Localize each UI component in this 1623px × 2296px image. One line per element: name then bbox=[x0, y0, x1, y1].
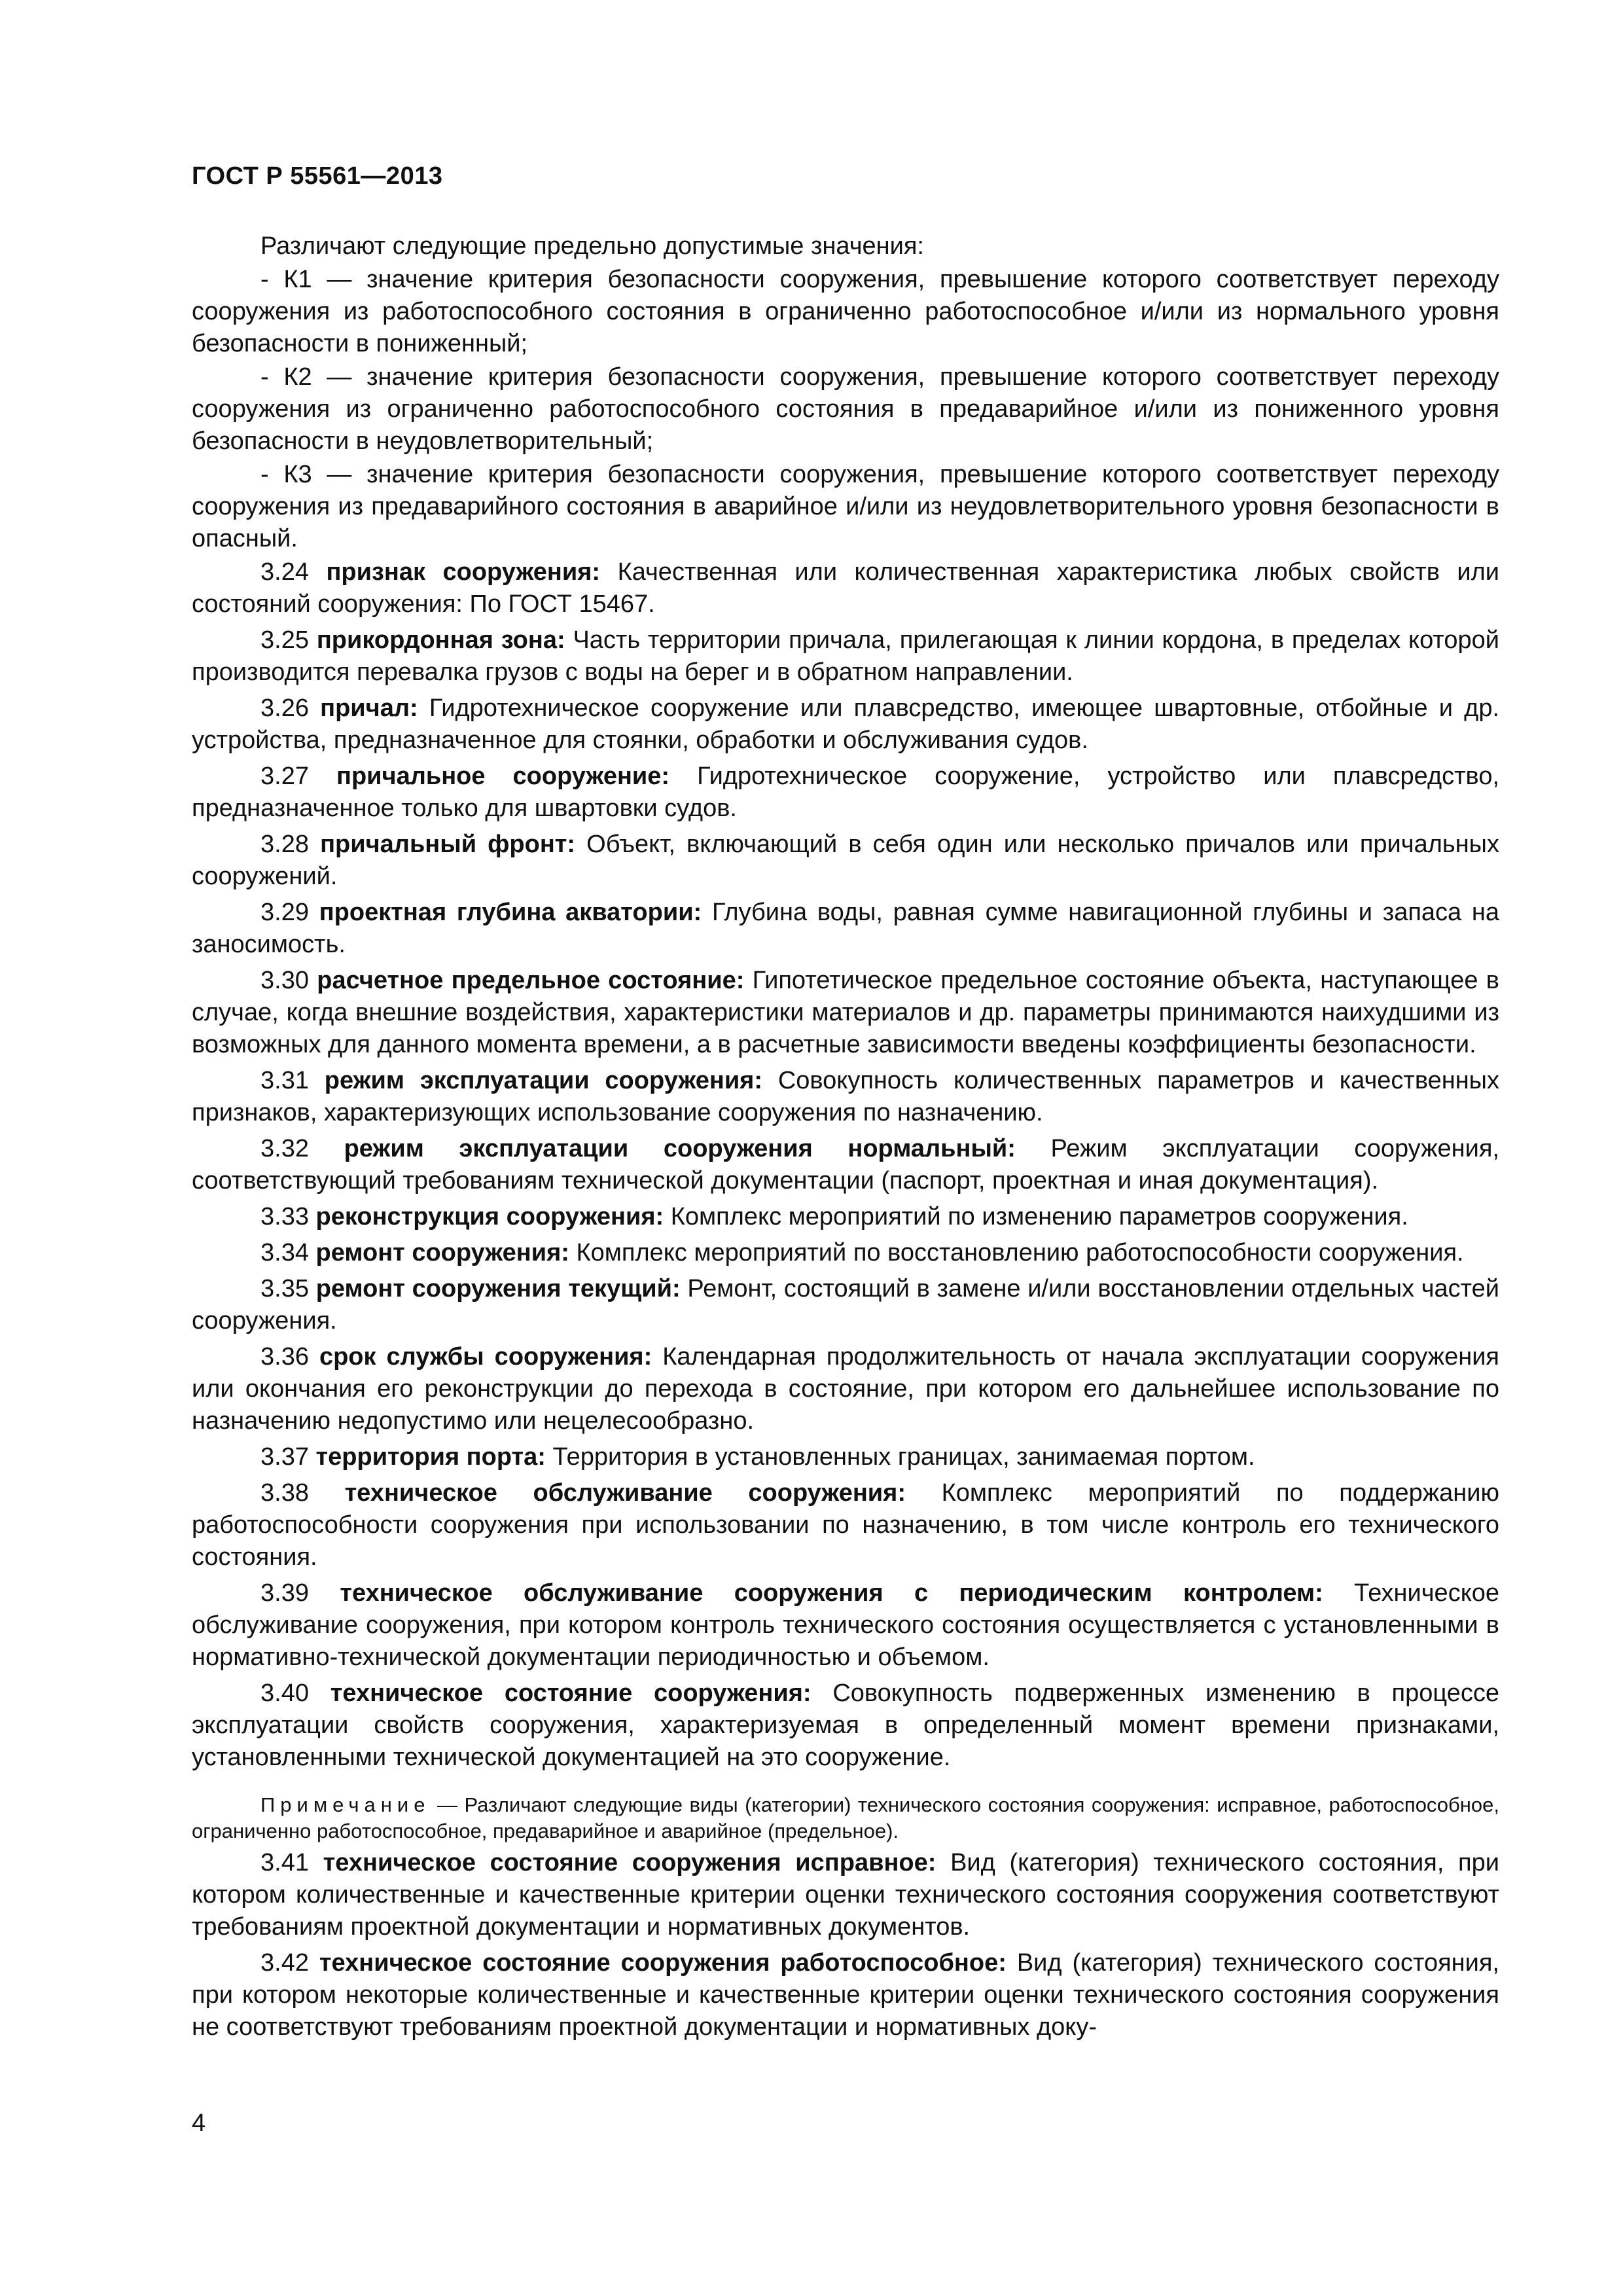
intro-paragraph: Различают следующие предельно допустимые значения: bbox=[260, 232, 924, 260]
definition-text: Территория в установленных границах, занимаемая портом. bbox=[552, 1443, 1255, 1471]
definition-number: 3.37 bbox=[260, 1443, 309, 1471]
definition-number: 3.41 bbox=[260, 1849, 309, 1876]
definition-3-25 bbox=[192, 624, 1499, 689]
definition-term: причал: bbox=[320, 694, 418, 722]
definition-term: признак сооружения: bbox=[326, 558, 601, 586]
definition-text: Комплекс мероприятий по восстановлению работоспособности сооружения. bbox=[576, 1239, 1464, 1266]
definition-number: 3.36 bbox=[260, 1343, 309, 1371]
definition-number: 3.31 bbox=[260, 1067, 309, 1094]
definition-text: Комплекс мероприятий по изменению параметров сооружения. bbox=[670, 1203, 1408, 1230]
definition-term: причальный фронт: bbox=[320, 831, 576, 858]
definition-3-26 bbox=[192, 692, 1499, 757]
definition-text: Гипотетическое предельное состояние объекта, наступающее в случае, когда внешние воздействия, характеристики материалов и др. параметры принимаются наихудшими из возможных для данного момента времени, а в расчетные зависимости введены коэффициенты безопасности. bbox=[192, 967, 1499, 1058]
definition-text: Комплекс мероприятий по поддержанию работоспособности сооружения при использовании по назначению, в том числе контроль его технического состояния. bbox=[192, 1479, 1500, 1571]
definition-number: 3.35 bbox=[260, 1275, 309, 1302]
definition-3-38 bbox=[192, 1477, 1499, 1573]
definition-number: 3.24 bbox=[260, 558, 309, 586]
definition-text: Часть территории причала, прилегающая к линии кордона, в пределах которой производится перевалка грузов с воды на берег и в обратном направлении. bbox=[192, 626, 1500, 686]
definition-number: 3.27 bbox=[260, 762, 309, 790]
definition-3-39 bbox=[192, 1577, 1499, 1674]
note-paragraph bbox=[192, 1792, 1499, 1844]
definition-number: 3.33 bbox=[260, 1203, 309, 1230]
definition-number: 3.32 bbox=[260, 1135, 309, 1162]
definition-3-42 bbox=[192, 1947, 1499, 2043]
definition-term: техническое состояние сооружения работоспособное: bbox=[319, 1949, 1007, 1977]
definition-term: срок службы сооружения: bbox=[319, 1343, 652, 1371]
definition-term: территория порта: bbox=[315, 1443, 546, 1471]
definition-term: ремонт сооружения текущий: bbox=[315, 1275, 681, 1302]
definition-text: Техническое обслуживание сооружения, при котором контроль технического состояния осуществляется с установленными в нормативно-технической документации периодичностью и объемом. bbox=[192, 1579, 1500, 1671]
definition-3-34 bbox=[192, 1237, 1499, 1269]
definition-number: 3.38 bbox=[260, 1479, 309, 1507]
definition-number: 3.39 bbox=[260, 1579, 309, 1607]
list-item-k2: - К2 — значение критерия безопасности сооружения, превышение которого соответствует переходу сооружения из ограниченно работоспособного состояния в предаварийное и/или из пониженного уровня безопасности в неудовлетворительный; bbox=[192, 363, 1499, 455]
definition-text: Гидротехническое сооружение, устройство или плавсредство, предназначенное только для швартовки судов. bbox=[192, 762, 1500, 822]
definition-text: Вид (категория) технического состояния, при котором количественные и качественные критерии оценки технического состояния сооружения соответствуют требованиям проектной документации и нормативных документов. bbox=[192, 1849, 1499, 1941]
definition-term: техническое состояние сооружения исправное: bbox=[323, 1849, 936, 1876]
definition-number: 3.26 bbox=[260, 694, 309, 722]
definition-3-41 bbox=[192, 1847, 1499, 1943]
definition-term: реконструкция сооружения: bbox=[315, 1203, 664, 1230]
definition-3-29 bbox=[192, 897, 1499, 961]
definition-3-32 bbox=[192, 1133, 1499, 1197]
definition-text: Гидротехническое сооружение или плавсредство, имеющее швартовные, отбойные и др. устройства, предназначенное для стоянки, обработки и обслуживания судов. bbox=[192, 694, 1500, 754]
definition-text: Глубина воды, равная сумме навигационной глубины и запаса на заносимость. bbox=[192, 899, 1500, 958]
definition-3-35 bbox=[192, 1273, 1499, 1337]
definition-term: проектная глубина акватории: bbox=[319, 899, 702, 926]
definition-3-37 bbox=[192, 1441, 1499, 1473]
note-text: — Различают следующие виды (категории) технического состояния сооружения: исправное, работоспособное, ограниченно работоспособное, предаварийное и аварийное (предельное). bbox=[192, 1793, 1499, 1842]
definition-3-24 bbox=[192, 556, 1499, 620]
definition-text: Объект, включающий в себя один или несколько причалов или причальных сооружений. bbox=[192, 831, 1499, 890]
definition-number: 3.34 bbox=[260, 1239, 309, 1266]
definition-3-40 bbox=[192, 1677, 1499, 1774]
definition-term: причальное сооружение: bbox=[336, 762, 670, 790]
definition-number: 3.25 bbox=[260, 626, 309, 654]
definition-text: Вид (категория) технического состояния, при котором некоторые количественные и качественные критерии оценки технического состояния сооружения не соответствуют требованиям проектной документации и нормативных доку- bbox=[192, 1949, 1499, 2041]
definition-text: Режим эксплуатации сооружения, соответствующий требованиям технической документации (паспорт, проектная и иная документация). bbox=[192, 1135, 1500, 1194]
definition-term: прикордонная зона: bbox=[316, 626, 565, 654]
definition-term: техническое состояние сооружения: bbox=[330, 1679, 812, 1707]
definition-term: режим эксплуатации сооружения нормальный: bbox=[344, 1135, 1016, 1162]
definition-number: 3.30 bbox=[260, 967, 309, 994]
list-item-k3: - К3 — значение критерия безопасности сооружения, превышение которого соответствует переходу сооружения из предаварийного состояния в аварийное и/или из неудовлетворительного уровня безопасности в опасный. bbox=[192, 461, 1499, 552]
document-body bbox=[192, 230, 1499, 2047]
definition-text: Совокупность количественных параметров и качественных признаков, характеризующих использование сооружения по назначению. bbox=[192, 1067, 1499, 1126]
definition-text: Ремонт, состоящий в замене и/или восстановлении отдельных частей сооружения. bbox=[192, 1275, 1499, 1335]
definition-number: 3.28 bbox=[260, 831, 309, 858]
definition-3-33 bbox=[192, 1201, 1499, 1233]
note-label: Примечание bbox=[260, 1793, 431, 1816]
definition-text: Совокупность подверженных изменению в процессе эксплуатации свойств сооружения, характеризуемая в определенный момент времени признаками, установленными технической документацией на это сооружение. bbox=[192, 1679, 1499, 1771]
definition-term: техническое обслуживание сооружения: bbox=[344, 1479, 906, 1507]
definition-term: ремонт сооружения: bbox=[315, 1239, 569, 1266]
definition-number: 3.42 bbox=[260, 1949, 309, 1977]
definition-number: 3.29 bbox=[260, 899, 309, 926]
definition-term: расчетное предельное состояние: bbox=[317, 967, 745, 994]
definition-3-28 bbox=[192, 829, 1499, 893]
definition-3-36 bbox=[192, 1341, 1499, 1437]
definition-3-31 bbox=[192, 1065, 1499, 1129]
definition-text: Качественная или количественная характеристика любых свойств или состояний сооружения: По ГОСТ 15467. bbox=[192, 558, 1500, 618]
definition-term: техническое обслуживание сооружения с периодическим контролем: bbox=[340, 1579, 1323, 1607]
list-item-k1: - К1 — значение критерия безопасности сооружения, превышение которого соответствует переходу сооружения из работоспособного состояния в ограниченно работоспособное и/или из нормального уровня безопасности в пониженный; bbox=[192, 266, 1499, 357]
definition-3-27 bbox=[192, 761, 1499, 825]
definition-text: Календарная продолжительность от начала эксплуатации сооружения или окончания его реконструкции до перехода в состояние, при котором его дальнейшее использование по назначению недопустимо или нецелесообразно. bbox=[192, 1343, 1499, 1435]
document-header: ГОСТ Р 55561—2013 bbox=[192, 162, 443, 190]
definition-3-30 bbox=[192, 965, 1499, 1061]
page-number: 4 bbox=[192, 2109, 206, 2137]
definition-number: 3.40 bbox=[260, 1679, 309, 1707]
definition-term: режим эксплуатации сооружения: bbox=[324, 1067, 763, 1094]
